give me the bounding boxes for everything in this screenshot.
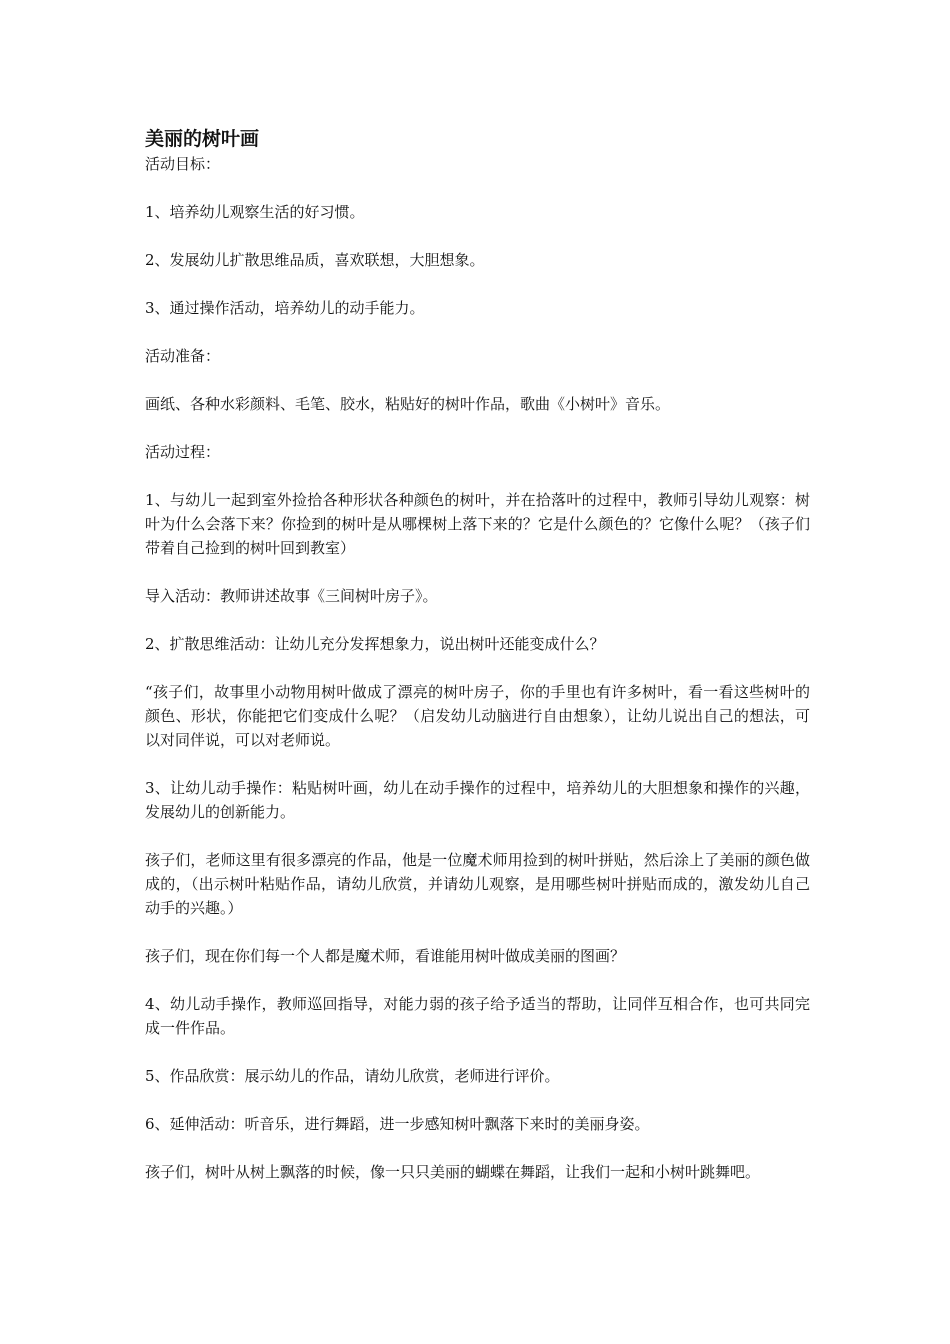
paragraph: 活动目标： xyxy=(145,155,221,173)
paragraph-spacer xyxy=(145,920,810,944)
paragraph: 孩子们，老师这里有很多漂亮的作品，他是一位魔术师用捡到的树叶拼贴，然后涂上了美丽的颜色做成的，（出示树叶粘贴作品，请幼儿欣赏，并请幼儿观察，是用哪些树叶拼贴而成的，激发幼儿自己动手的兴趣。） xyxy=(145,851,810,917)
paragraph-spacer xyxy=(145,368,810,392)
paragraph: 1、与幼儿一起到室外捡拾各种形状各种颜色的树叶，并在拾落叶的过程中，教师引导幼儿观察：树叶为什么会落下来？你捡到的树叶是从哪棵树上落下来的？它是什么颜色的？它像什么呢？（孩子们带着自己捡到的树叶回到教室） xyxy=(145,491,810,557)
paragraph: 导入活动：教师讲述故事《三间树叶房子》。 xyxy=(145,587,438,605)
document-title: 美丽的树叶画 xyxy=(145,128,260,150)
paragraph: 2、扩散思维活动：让幼儿充分发挥想象力，说出树叶还能变成什么？ xyxy=(145,635,605,653)
paragraph-spacer xyxy=(145,464,810,488)
paragraph: 2、发展幼儿扩散思维品质，喜欢联想，大胆想象。 xyxy=(145,251,485,269)
paragraph: 孩子们，树叶从树上飘落的时候，像一只只美丽的蝴蝶在舞蹈，让我们一起和小树叶跳舞吧。 xyxy=(145,1163,761,1181)
paragraph: 孩子们，现在你们每一个人都是魔术师，看谁能用树叶做成美丽的图画？ xyxy=(145,947,626,965)
paragraph: 1、培养幼儿观察生活的好习惯。 xyxy=(145,203,365,221)
paragraph: 5、作品欣赏：展示幼儿的作品，请幼儿欣赏，老师进行评价。 xyxy=(145,1067,560,1085)
paragraph-spacer xyxy=(145,1136,810,1160)
paragraph-spacer xyxy=(145,1040,810,1064)
paragraph-spacer xyxy=(145,656,810,680)
paragraph: 6、延伸活动：听音乐，进行舞蹈，进一步感知树叶飘落下来时的美丽身姿。 xyxy=(145,1115,650,1133)
paragraph-spacer xyxy=(145,560,810,584)
document-body xyxy=(145,152,810,1184)
paragraph: “孩子们，故事里小动物用树叶做成了漂亮的树叶房子，你的手里也有许多树叶，看一看这些树叶的颜色、形状，你能把它们变成什么呢？（启发幼儿动脑进行自由想象），让幼儿说出自己的想法，可以对同伴说，可以对老师说。 xyxy=(145,683,810,749)
paragraph: 活动准备： xyxy=(145,347,221,365)
paragraph-spacer xyxy=(145,752,810,776)
paragraph: 3、让幼儿动手操作：粘贴树叶画，幼儿在动手操作的过程中，培养幼儿的大胆想象和操作的兴趣，发展幼儿的创新能力。 xyxy=(145,779,810,821)
paragraph-spacer xyxy=(145,968,810,992)
paragraph-spacer xyxy=(145,608,810,632)
paragraph-spacer xyxy=(145,224,810,248)
paragraph: 画纸、各种水彩颜料、毛笔、胶水，粘贴好的树叶作品，歌曲《小树叶》音乐。 xyxy=(145,395,671,413)
paragraph: 3、通过操作活动，培养幼儿的动手能力。 xyxy=(145,299,425,317)
paragraph-spacer xyxy=(145,320,810,344)
paragraph: 活动过程： xyxy=(145,443,221,461)
paragraph-spacer xyxy=(145,1088,810,1112)
paragraph-spacer xyxy=(145,416,810,440)
paragraph: 4、幼儿动手操作，教师巡回指导，对能力弱的孩子给予适当的帮助，让同伴互相合作，也可共同完成一件作品。 xyxy=(145,995,810,1037)
paragraph-spacer xyxy=(145,824,810,848)
paragraph-spacer xyxy=(145,176,810,200)
document-page xyxy=(145,126,810,1184)
paragraph-spacer xyxy=(145,272,810,296)
